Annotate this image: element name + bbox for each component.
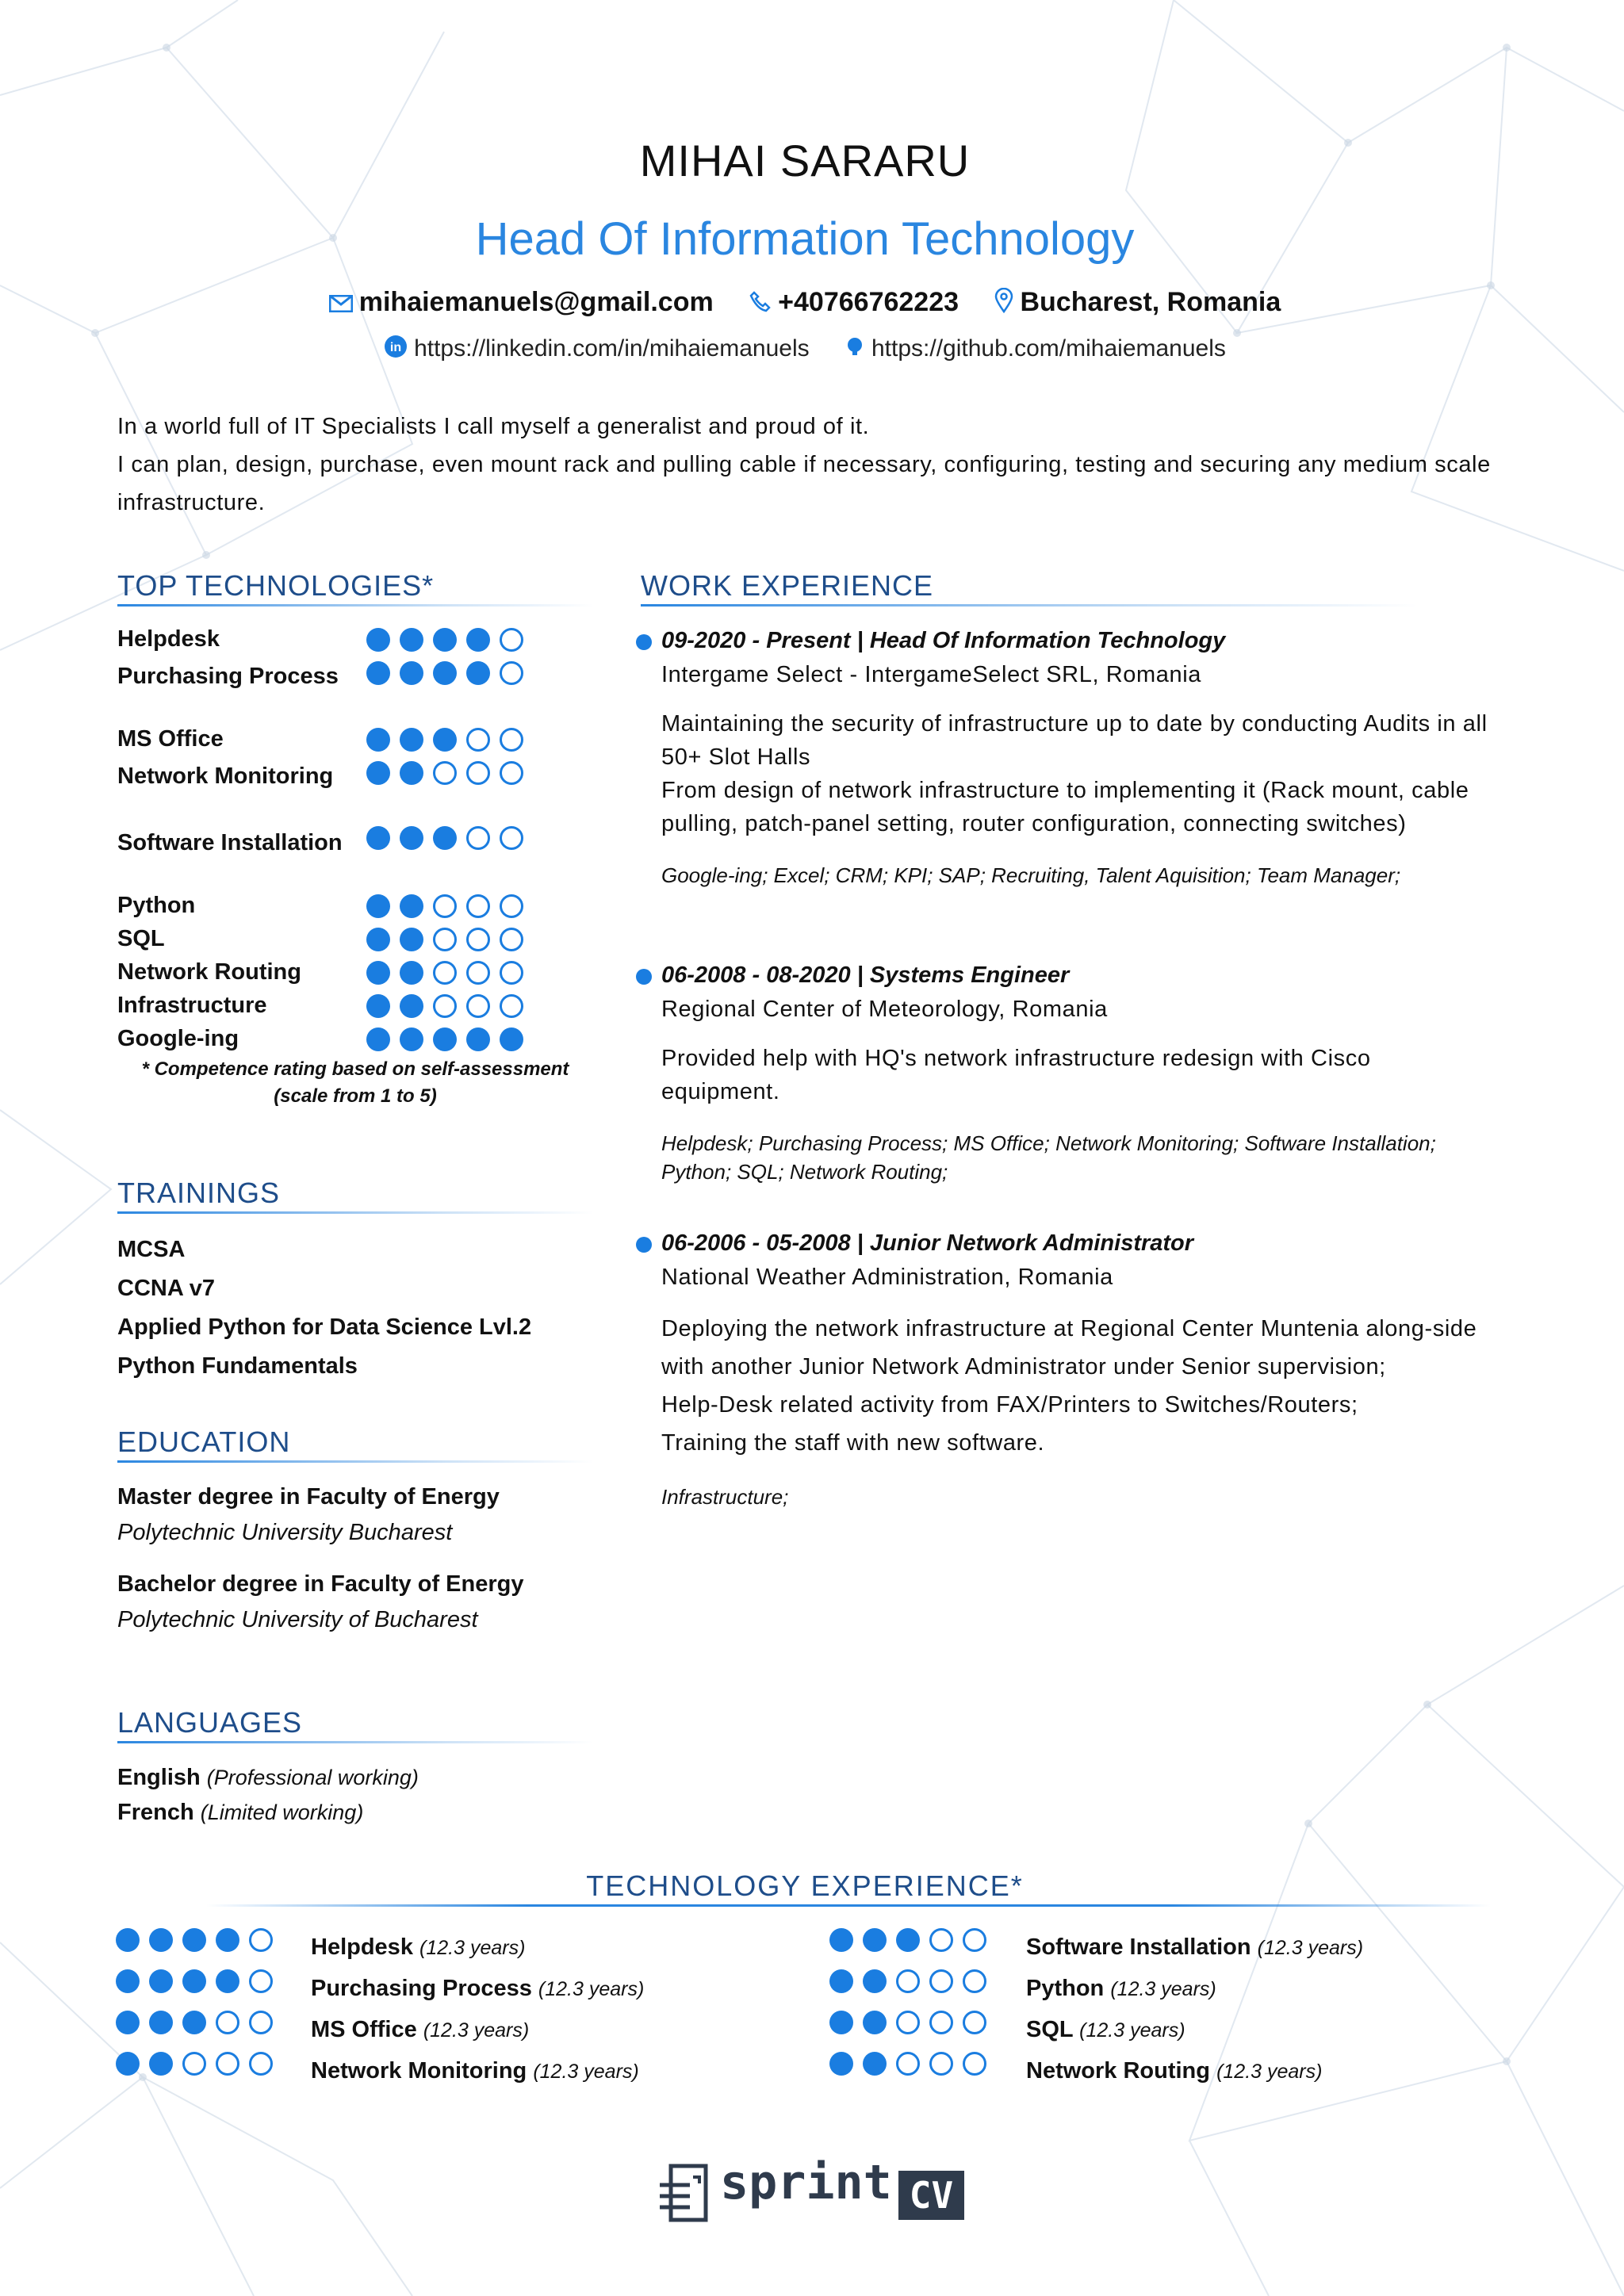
rating-dot-filled — [366, 894, 390, 918]
rating-dot-filled — [366, 994, 390, 1018]
rating-dot-filled — [400, 826, 423, 850]
rating-dots — [366, 894, 533, 924]
logo-badge: CV — [898, 2171, 964, 2220]
tech-years: (12.3 years) — [419, 1937, 526, 1959]
job-title: Head Of Information Technology — [475, 213, 1135, 265]
phone-item[interactable] — [749, 287, 959, 320]
mail-icon — [329, 289, 353, 320]
rating-note — [117, 1056, 593, 1110]
job-description — [661, 1042, 1491, 1108]
school: Polytechnic University Bucharest — [117, 1520, 453, 1545]
tech-row — [117, 926, 561, 959]
rating-dot-empty — [433, 761, 457, 785]
rating-dot-empty — [500, 961, 523, 985]
rating-dots — [366, 628, 533, 658]
rating-dots — [366, 761, 533, 794]
email-item[interactable] — [329, 287, 714, 320]
education-list — [117, 1484, 609, 1633]
tech-row — [117, 993, 561, 1026]
tech-years: (12.3 years) — [1110, 1978, 1216, 2000]
logo-text: sprint — [720, 2155, 892, 2210]
tech-row — [117, 760, 355, 826]
phone-text: +40766762223 — [778, 287, 959, 317]
rating-dot-filled — [366, 728, 390, 752]
tech-label: Software Installation — [1026, 1934, 1251, 1960]
rating-dot-empty — [466, 928, 490, 951]
top-technologies-header — [117, 569, 593, 607]
rating-dot-filled — [433, 628, 457, 652]
tech-label: Helpdesk — [117, 626, 220, 652]
rating-dot-filled — [433, 728, 457, 752]
rating-dot-filled — [400, 894, 423, 918]
list-item: CCNA v7 — [117, 1276, 216, 1301]
language-item — [117, 1760, 609, 1795]
language-level: (Limited working) — [200, 1800, 364, 1824]
rating-dot-empty — [500, 661, 523, 685]
rating-dot-filled — [400, 661, 423, 685]
tech-label: Helpdesk — [311, 1934, 413, 1960]
rating-dot-filled — [466, 1027, 490, 1051]
rating-dot-empty — [500, 826, 523, 850]
rating-dots — [366, 728, 533, 758]
rating-dots — [366, 928, 533, 958]
tech-row — [117, 626, 561, 660]
rating-dot-filled — [433, 826, 457, 850]
rating-dot-filled — [466, 628, 490, 652]
job-heading: 06-2008 - 08-2020 | Systems Engineer — [661, 962, 1070, 988]
tech-row — [117, 959, 561, 993]
rating-dot-filled — [366, 661, 390, 685]
top-technologies-list — [117, 626, 561, 1059]
tech-label: Network Routing — [1026, 2058, 1210, 2084]
tech-row — [117, 726, 561, 760]
rating-dot-empty — [433, 961, 457, 985]
summary-line-1: In a world full of IT Specialists I call myself a generalist and proud of it. — [117, 414, 870, 439]
rating-dot-filled — [400, 761, 423, 785]
job-skills: Infrastructure; — [661, 1485, 789, 1509]
rating-dot-filled — [366, 826, 390, 850]
rating-dot-filled — [366, 628, 390, 652]
location-pin-icon — [994, 288, 1013, 320]
job-description-line: From design of network infrastructure to implementing it (Rack mount, cable pulling, patch-panel setting, router configuration, connecting switches) — [661, 778, 1469, 836]
tech-years: (12.3 years) — [538, 1978, 645, 2000]
tech-years: (12.3 years) — [533, 2061, 639, 2083]
rating-dot-empty — [500, 761, 523, 785]
location-item — [994, 287, 1281, 320]
trainings-list — [117, 1230, 609, 1386]
links-row — [0, 335, 1610, 365]
rating-dot-empty — [466, 994, 490, 1018]
linkedin-text: https://linkedin.com/in/mihaiemanuels — [414, 335, 810, 362]
rating-dot-filled — [400, 994, 423, 1018]
list-item: Applied Python for Data Science Lvl.2 — [117, 1314, 532, 1340]
tech-label: Software Installation — [117, 830, 343, 855]
rating-dot-empty — [466, 761, 490, 785]
rating-dot-empty — [433, 894, 457, 918]
github-icon — [845, 336, 865, 363]
education-header — [117, 1425, 593, 1463]
section-title-work-experience: WORK EXPERIENCE — [641, 569, 934, 602]
candidate-name: MIHAI SARARU — [639, 136, 971, 186]
degree: Master degree in Faculty of Energy — [117, 1484, 500, 1510]
language-name: English — [117, 1765, 201, 1790]
job-company: Regional Center of Meteorology, Romania — [661, 997, 1108, 1022]
section-title-technology-experience: TECHNOLOGY EXPERIENCE* — [586, 1869, 1024, 1902]
rating-dot-empty — [466, 728, 490, 752]
document-icon — [658, 2161, 714, 2229]
email-text: mihaiemanuels@gmail.com — [358, 287, 714, 317]
job-company: National Weather Administration, Romania — [661, 1265, 1113, 1290]
job-skills: Google-ing; Excel; CRM; KPI; SAP; Recruiting, Talent Aquisition; Team Manager; — [661, 863, 1401, 887]
tech-years: (12.3 years) — [1216, 2061, 1323, 2083]
github-link[interactable] — [845, 335, 1226, 363]
section-divider — [206, 1904, 1491, 1907]
rating-dots — [366, 661, 533, 695]
svg-text:in: in — [389, 341, 402, 354]
job-skills: Helpdesk; Purchasing Process; MS Office; Network Monitoring; Software Installation; Python; SQL; Network Routing; — [661, 1131, 1436, 1184]
language-item — [117, 1795, 609, 1830]
job-description-line: Maintaining the security of infrastructure up to date by conducting Audits in all 50+ Slot Halls — [661, 711, 1488, 770]
rating-dot-filled — [500, 1027, 523, 1051]
rating-dot-filled — [400, 961, 423, 985]
tech-row — [117, 1026, 561, 1059]
tech-years: (12.3 years) — [423, 2019, 530, 2042]
languages-list — [117, 1760, 609, 1830]
tech-label: MS Office — [311, 2017, 417, 2042]
tech-label: Network Monitoring — [311, 2058, 527, 2084]
rating-note-line-2: (scale from 1 to 5) — [274, 1085, 437, 1107]
rating-dot-filled — [400, 728, 423, 752]
tech-label: SQL — [1026, 2017, 1074, 2042]
languages-header — [117, 1706, 593, 1743]
rating-dot-empty — [500, 928, 523, 951]
rating-dot-empty — [500, 628, 523, 652]
rating-dot-filled — [366, 961, 390, 985]
timeline-dot — [636, 634, 652, 650]
job-company: Intergame Select - IntergameSelect SRL, Romania — [661, 662, 1202, 687]
linkedin-link[interactable] — [384, 335, 810, 365]
rating-dot-filled — [466, 661, 490, 685]
section-divider — [117, 1741, 593, 1743]
trainings-header — [117, 1177, 593, 1214]
tech-label: MS Office — [117, 726, 224, 752]
job-heading: 06-2006 - 05-2008 | Junior Network Administrator — [661, 1230, 1194, 1256]
section-divider — [641, 604, 1418, 607]
job-heading: 09-2020 - Present | Head Of Information Technology — [661, 628, 1226, 653]
job-description-line: Deploying the network infrastructure at Regional Center Muntenia along-side with another Junior Network Administrator under Senior supervision; — [661, 1316, 1477, 1380]
timeline-dot — [636, 1237, 652, 1253]
rating-dot-empty — [466, 826, 490, 850]
rating-dot-filled — [400, 928, 423, 951]
rating-dots — [366, 994, 533, 1024]
section-divider — [117, 1211, 593, 1214]
education-item — [117, 1571, 609, 1633]
rating-dot-empty — [466, 894, 490, 918]
timeline-dot — [636, 969, 652, 985]
rating-dot-filled — [366, 761, 390, 785]
language-level: (Professional working) — [206, 1766, 419, 1789]
tech-row — [117, 660, 355, 726]
rating-dot-empty — [500, 728, 523, 752]
job-entry — [661, 628, 1491, 890]
tech-label: Infrastructure — [117, 993, 267, 1018]
rating-dot-filled — [433, 661, 457, 685]
tech-years: (12.3 years) — [1079, 2019, 1185, 2042]
rating-dot-empty — [433, 994, 457, 1018]
linkedin-icon — [384, 335, 408, 365]
tech-label: Python — [1026, 1976, 1105, 2001]
rating-dots — [366, 1027, 533, 1058]
job-entry — [661, 962, 1491, 1186]
github-text: https://github.com/mihaiemanuels — [871, 335, 1226, 362]
tech-label: Purchasing Process — [311, 1976, 532, 2001]
tech-row — [117, 893, 561, 926]
tech-label: Google-ing — [117, 1026, 239, 1051]
section-title-languages: LANGUAGES — [117, 1706, 303, 1739]
location-text: Bucharest, Romania — [1020, 287, 1281, 317]
rating-dot-filled — [433, 1027, 457, 1051]
tech-row — [117, 826, 355, 893]
summary-line-2: I can plan, design, purchase, even mount rack and pulling cable if necessary, configuring, testing and securing any medium scale infrastructure. — [117, 452, 1491, 515]
language-name: French — [117, 1800, 194, 1825]
job-description — [661, 707, 1491, 840]
summary — [117, 408, 1513, 522]
tech-label: Network Routing — [117, 959, 301, 985]
rating-dot-filled — [400, 1027, 423, 1051]
list-item: MCSA — [117, 1237, 186, 1262]
rating-dot-empty — [500, 894, 523, 918]
rating-dot-filled — [366, 928, 390, 951]
section-title-education: EDUCATION — [117, 1425, 291, 1458]
rating-dot-empty — [433, 928, 457, 951]
job-description-line: Help-Desk related activity from FAX/Printers to Switches/Routers; — [661, 1392, 1358, 1418]
education-item — [117, 1484, 609, 1546]
sprint-cv-logo — [658, 2155, 975, 2226]
rating-note-line-1: * Competence rating based on self-assessment — [141, 1058, 569, 1080]
school: Polytechnic University of Bucharest — [117, 1607, 478, 1632]
rating-dot-filled — [366, 1027, 390, 1051]
contact-row — [0, 287, 1610, 320]
job-description-line: Training the staff with new software. — [661, 1430, 1045, 1456]
degree: Bachelor degree in Faculty of Energy — [117, 1571, 524, 1597]
section-title-top-technologies: TOP TECHNOLOGIES* — [117, 569, 435, 602]
job-description — [661, 1310, 1491, 1462]
rating-dot-empty — [466, 961, 490, 985]
rating-dot-empty — [500, 994, 523, 1018]
section-divider — [117, 1460, 593, 1463]
list-item: Python Fundamentals — [117, 1353, 358, 1379]
rating-dot-filled — [400, 628, 423, 652]
phone-icon — [749, 289, 772, 320]
section-divider — [117, 604, 593, 607]
tech-label: Network Monitoring — [117, 763, 334, 789]
tech-label: SQL — [117, 926, 165, 951]
tech-years: (12.3 years) — [1257, 1937, 1364, 1959]
work-experience-header — [641, 569, 1418, 607]
section-title-trainings: TRAININGS — [117, 1177, 281, 1209]
rating-dots — [366, 961, 533, 991]
rating-dots — [366, 826, 533, 859]
job-entry — [661, 1230, 1491, 1511]
tech-label: Python — [117, 893, 196, 918]
job-description-line: Provided help with HQ's network infrastructure redesign with Cisco equipment. — [661, 1046, 1371, 1104]
tech-label: Purchasing Process — [117, 664, 339, 689]
